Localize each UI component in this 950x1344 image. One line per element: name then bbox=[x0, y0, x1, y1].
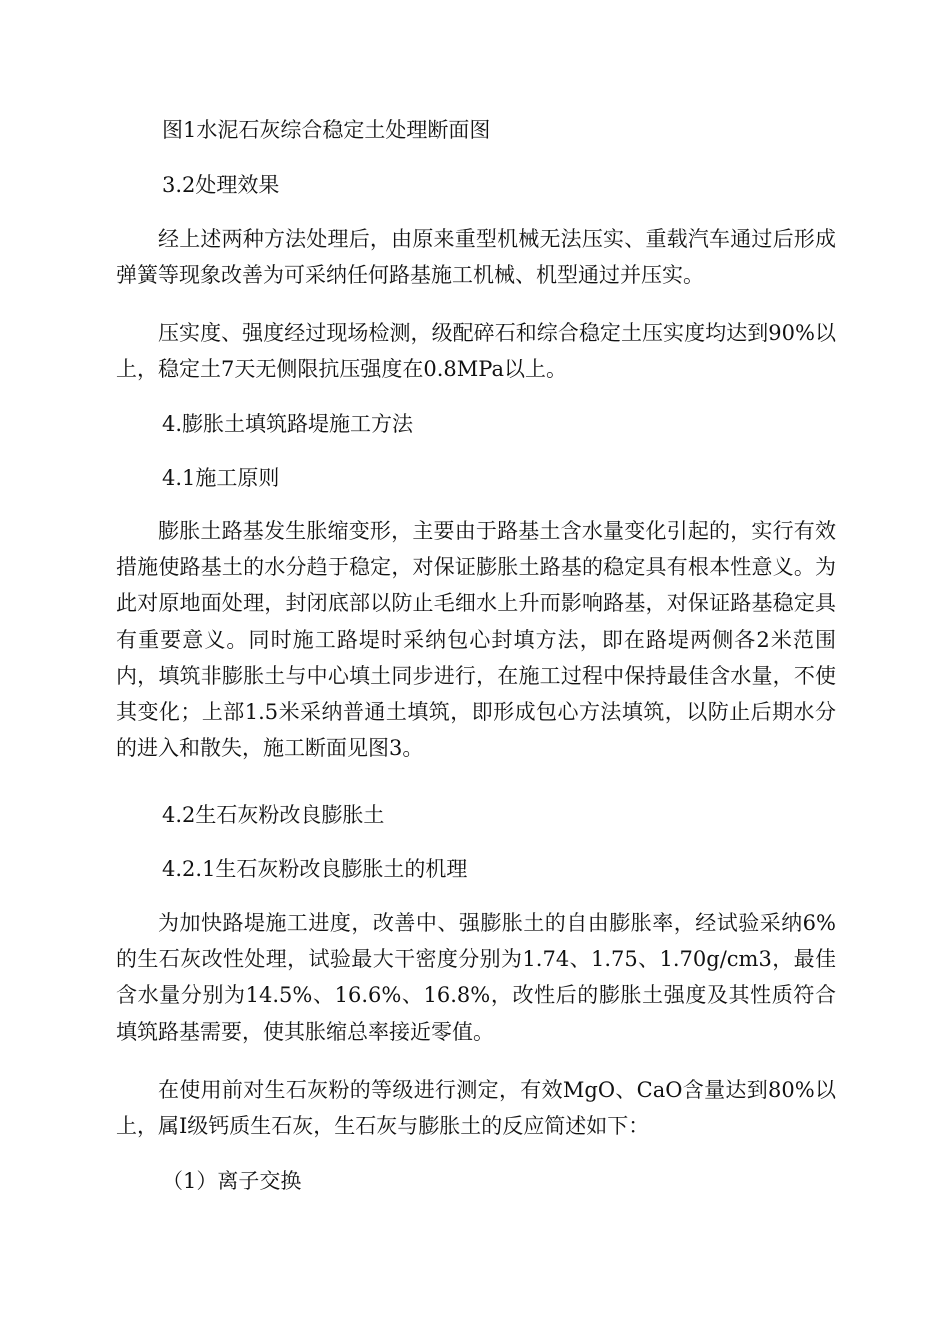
paragraph-lime-improvement: 为加快路堤施工进度，改善中、强膨胀土的自由膨胀率，经试验采纳6%的生石灰改性处理，试验最大干密度分别为1.74、1.75、1.70g/cm3，最佳含水量分别为14.5%、16.6%、16.8%，改性后的膨胀土强度及其性质符合填筑路基需要，使其胀缩总率接近零值。 bbox=[116, 911, 836, 1044]
paragraph-construction-principle: 膨胀土路基发生胀缩变形，主要由于路基土含水量变化引起的，实行有效措施使路基土的水分趋于稳定，对保证膨胀土路基的稳定具有根本性意义。为此对原地面处理，封闭底部以防止毛细水上升而影响路基，对保证路基稳定具有重要意义。同时施工路堤时采纳包心封填方法，即在路堤两侧各2米范围内，填筑非膨胀土与中心填土同步进行，在施工过程中保持最佳含水量，不使其变化；上部1.5米采纳普通土填筑，即形成包心方法填筑，以防止后期水分的进入和散失，施工断面见图3。 bbox=[116, 519, 836, 761]
paragraph-compaction-results: 压实度、强度经过现场检测，级配碎石和综合稳定土压实度均达到90%以上，稳定土7天无侧限抗压强度在0.8MPa以上。 bbox=[116, 321, 836, 382]
figure-caption: 图1水泥石灰综合稳定土处理断面图 bbox=[162, 118, 491, 142]
paragraph-quicklime-testing: 在使用前对生石灰粉的等级进行测定，有效MgO、CaO含量达到80%以上，属I级钙质生石灰，生石灰与膨胀土的反应简述如下： bbox=[116, 1078, 836, 1139]
section-heading-4-2: 4.2生石灰粉改良膨胀土 bbox=[162, 803, 385, 827]
section-heading-4: 4.膨胀土填筑路堤施工方法 bbox=[162, 412, 414, 436]
section-heading-4-1: 4.1施工原则 bbox=[162, 466, 280, 490]
paragraph-treatment-effect: 经上述两种方法处理后，由原来重型机械无法压实、重载汽车通过后形成弹簧等现象改善为可采纳任何路基施工机械、机型通过并压实。 bbox=[116, 227, 836, 288]
section-heading-4-2-1: 4.2.1生石灰粉改良膨胀土的机理 bbox=[162, 857, 468, 881]
list-item-ion-exchange: （1）离子交换 bbox=[162, 1169, 302, 1193]
section-heading-3-2: 3.2处理效果 bbox=[162, 173, 280, 197]
